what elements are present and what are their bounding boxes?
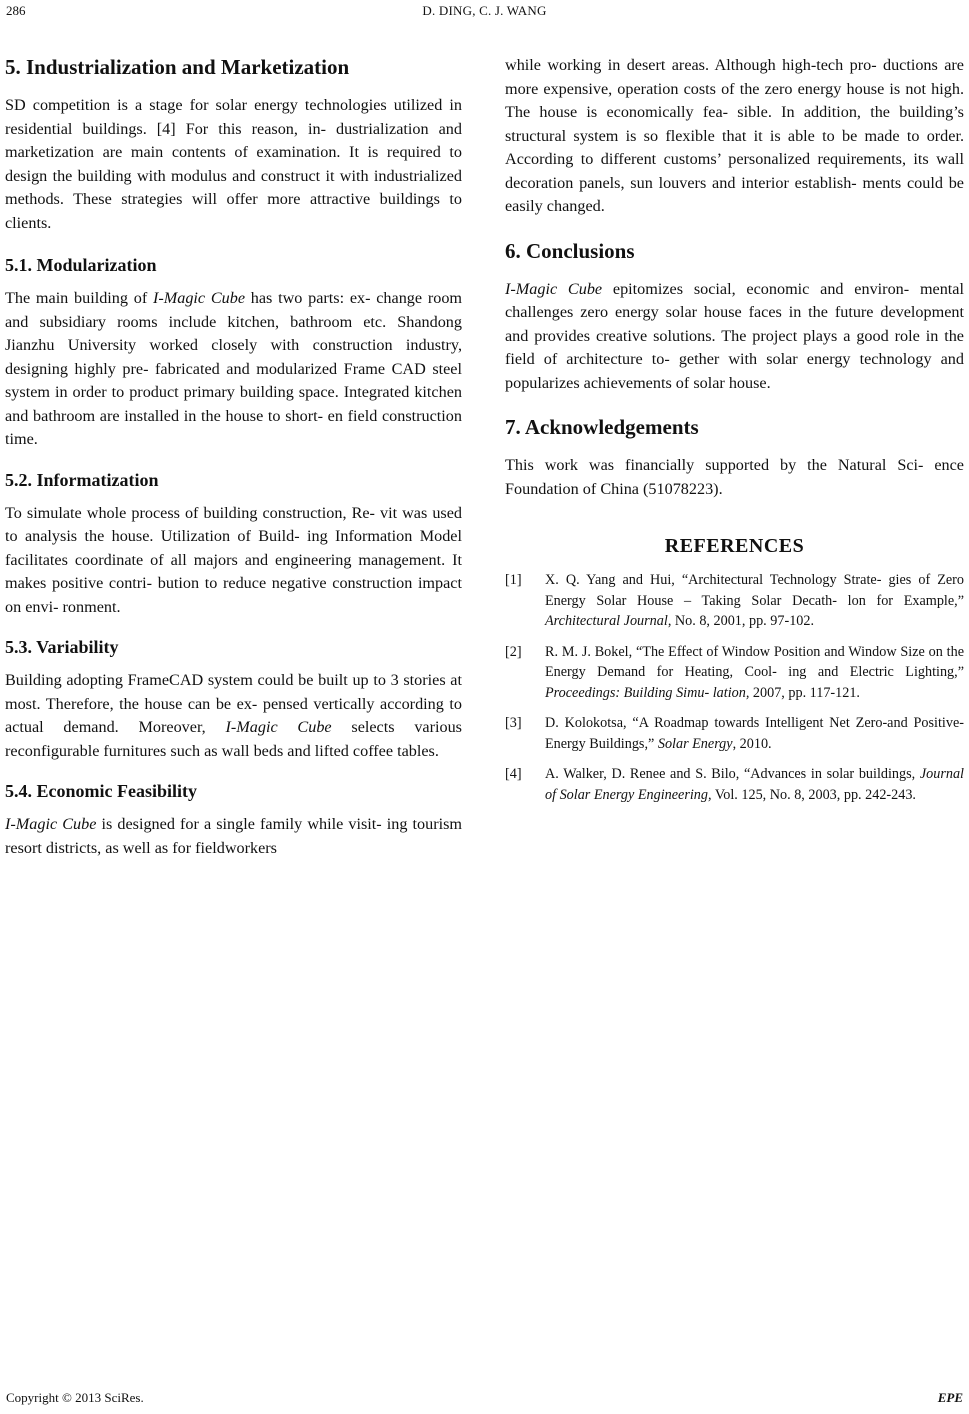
section-7-text: This work was financially supported by the Natural Sci- ence Foundation of China (51078223). [505,456,964,498]
reference-item: [3] D. Kolokotsa, “A Roadmap towards Intelligent Net Zero-and Positive-Energy Buildings,” Solar Energy, 2010. [505,715,964,752]
section-6-text: I-Magic Cube epitomizes social, economic and environ- mental challenges zero energy solar house faces in the future development and provides creative solutions. The project plays a good role in the field of architecture to- gether with solar energy technology and popularizes achievements of solar house. [505,279,964,392]
page-footer [6,1390,963,1408]
section-5-text: SD competition is a stage for solar energy technologies utilized in residential buildings. [4] For this reason, in- dustrialization and marketization are main contents of examination. It is required to design the building with modulus and construct it with industrialized methods. These strategies will offer more attractive buildings to clients. [5,96,462,232]
section-7-title: 7. Acknowledgements [505,415,699,439]
section-6-title: 6. Conclusions [505,238,635,263]
reference-item: [1] X. Q. Yang and Hui, “Architectural Technology Strate- gies of Zero Energy Solar House – Taking Solar Decath- lon for Example,” Architectural Journal, No. 8, 2001, pp. 97-102. [505,572,964,629]
section-5-3-text: Building adopting FrameCAD system could be built up to 3 stories at most. Therefore, the house can be ex- pensed vertically according to actual demand. Moreover, I-Magic Cube selects various reconfigurable furnitures such as wall beds and lifted coffee tables. [5,671,462,760]
section-5-4-title: 5.4. Economic Feasibility [5,781,197,801]
section-5-4-text: I-Magic Cube is designed for a single family while visit- ing tourism resort districts, as well as for fieldworkers [5,815,462,857]
section-5-2-title: 5.2. Informatization [5,469,159,490]
section-5-1-title: 5.1. Modularization [5,255,157,275]
section-5-1-text: The main building of I-Magic Cube has two parts: ex- change room and subsidiary rooms include kitchen, bathroom etc. Shandong Jianzhu University worked closely with construction industry, designing highly pre- fabricated and modularized Frame CAD steel system in order to product primary building space. Integrated kitchen and bathroom are installed in the house to short- en field construction time. [5,289,463,448]
page-number: 286 [6,3,26,18]
section-5-4-continued: while working in desert areas. Although high-tech pro- ductions are more expensive, operation costs of the zero energy house is not high. The house is economically fea- sible. In addition, the building’s structural system is so flexible that it is able to be made to order. According to different customs’ personalized requirements, its wall decoration panels, sun louvers and interior establish- ments could be easily changed. [505,56,964,215]
copyright-notice: Copyright © 2013 SciRes. [6,1390,144,1405]
section-5-title: 5. Industrialization and Marketization [5,55,350,79]
journal-abbrev: EPE [937,1390,963,1405]
references-title: REFERENCES [664,535,805,557]
left-column [5,54,462,860]
reference-item: [4] A. Walker, D. Renee and S. Bilo, “Advances in solar buildings, Journal of Solar Energy Engineering, Vol. 125, No. 8, 2003, pp. 242-243. [505,766,964,803]
reference-item: [2] R. M. J. Bokel, “The Effect of Window Position and Window Size on the Energy Demand for Heating, Cool- ing and Electric Lighting,” Proceedings: Building Simu- lation, 2007, pp. 117-121. [505,643,964,701]
section-5-2-text: To simulate whole process of building construction, Re- vit was used to analysis the house. Utilization of Build- ing Information Model facilitates coordinate of all majors and engineering management. It makes positive contri- bution to reduce negative construction impact on envi- ronment. [5,503,462,616]
right-column [505,54,964,815]
running-head: D. DING, C. J. WANG [422,3,547,18]
section-5-3-title: 5.3. Variability [5,637,119,657]
page-header [0,0,969,22]
